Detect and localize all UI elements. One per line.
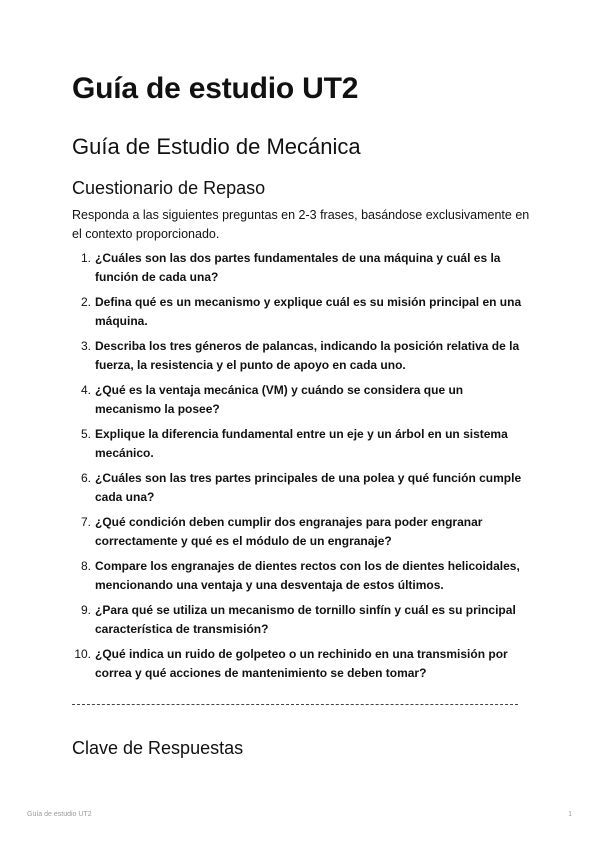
question-number: 5. [80,427,91,441]
section-heading-quiz: Cuestionario de Repaso [72,178,266,198]
question-number: 9. [80,603,91,617]
question-item [72,249,532,286]
question-number: 2. [80,295,91,309]
intro-paragraph: Responda a las siguientes preguntas en 2-3 frases, basándose exclusivamente en el contexto proporcionado. [72,208,530,241]
question-text: ¿Qué indica un ruido de golpeteo o un rechinido en una transmisión por correa y qué acciones de mantenimiento se deben tomar? [95,647,508,680]
footer-document-title: Guía de estudio UT2 [27,811,92,818]
question-item [72,513,532,550]
question-text: Defina qué es un mecanismo y explique cuál es su misión principal en una máquina. [95,295,522,328]
question-text: Describa los tres géneros de palancas, indicando la posición relativa de la fuerza, la resistencia y el punto de apoyo en cada uno. [95,339,520,372]
section-divider [72,704,518,705]
question-text: Compare los engranajes de dientes rectos con los de dientes helicoidales, mencionando una ventaja y una desventaja de estos últimos. [95,559,520,592]
question-number: 1. [80,251,91,265]
question-number: 6. [80,471,91,485]
document-title: Guía de estudio UT2 [72,72,359,105]
question-number: 8. [80,559,91,573]
question-item [72,425,532,462]
question-item [72,601,532,638]
question-number: 10. [74,647,91,661]
document-subtitle: Guía de Estudio de Mecánica [72,134,361,159]
question-text: ¿Qué es la ventaja mecánica (VM) y cuándo se considera que un mecanismo la posee? [95,383,464,416]
question-text: Explique la diferencia fundamental entre un eje y un árbol en un sistema mecánico. [95,427,508,460]
question-list [72,249,532,689]
section-heading-answers: Clave de Respuestas [72,738,244,758]
footer-page-number: 1 [568,811,572,818]
question-number: 4. [80,383,91,397]
question-item [72,469,532,506]
question-text: ¿Qué condición deben cumplir dos engranajes para poder engranar correctamente y qué es el módulo de un engranaje? [95,515,483,548]
question-text: ¿Para qué se utiliza un mecanismo de tornillo sinfín y cuál es su principal característica de transmisión? [95,603,516,636]
question-text: ¿Cuáles son las dos partes fundamentales de una máquina y cuál es la función de cada una? [95,251,501,284]
question-text: ¿Cuáles son las tres partes principales de una polea y qué función cumple cada una? [95,471,522,504]
question-item [72,645,532,682]
question-item [72,337,532,374]
question-number: 7. [80,515,91,529]
question-item [72,557,532,594]
question-item [72,381,532,418]
question-item [72,293,532,330]
question-number: 3. [80,339,91,353]
